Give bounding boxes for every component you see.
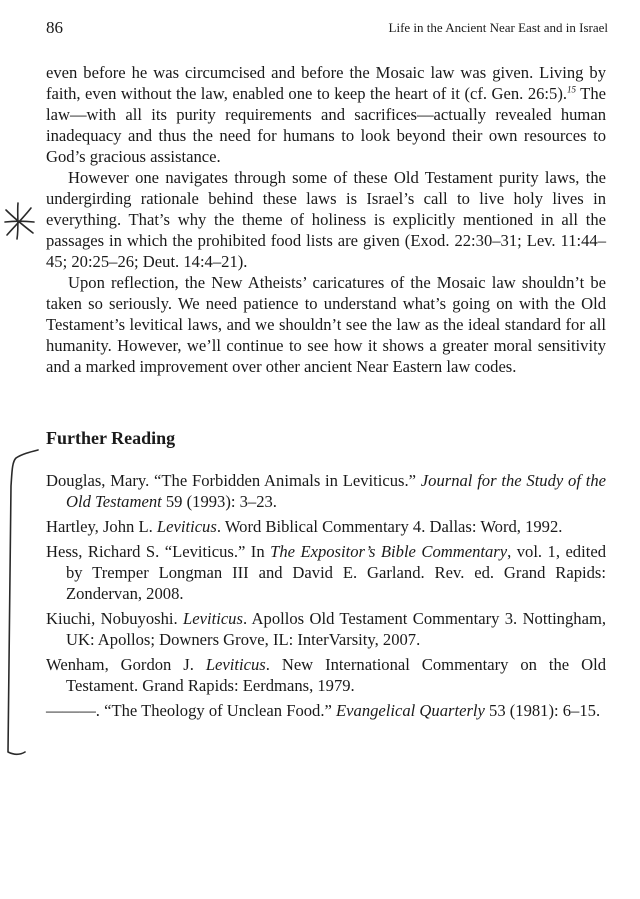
paragraph-1: even before he was circumcised and before the Mosaic law was given. Living by faith, even without the law, enabled one to keep the heart of it (cf. Gen. 26:5).$^{15}$ The law—with all its purity requirements and sacrifices—actually revealed human inadequacy and thus the need for humans to look beyond their own resources to God’s gracious assistance. <box>46 63 606 166</box>
paragraph-2: However one navigates through some of these Old Testament purity laws, the undergirding rationale behind these laws is Israel’s call to live holy lives in everything. That’s why the theme of holiness is explicitly mentioned in all the passages in which the prohibited food lists are given (Exod. 22:30–31; Lev. 11:44–45; 20:25–26; Deut. 14:4–21). <box>46 168 606 271</box>
paragraph-3: Upon reflection, the New Atheists’ caricatures of the Mosaic law shouldn’t be taken so seriously. We need patience to understand what’s going on with the Old Testament’s levitical laws, and we shouldn’t see the law as the ideal standard for all humanity. However, we’ll continue to see how it shows a greater moral sensitivity and a marked improvement over other ancient Near Eastern law codes. <box>46 273 606 376</box>
reference-entry: ———. “The Theology of Unclean Food.” Evangelical Quarterly 53 (1981): 6–15. <box>46 701 601 720</box>
footnote-ref[interactable]: 15 <box>567 84 576 95</box>
reference-entry: Kiuchi, Nobuyoshi. Leviticus. Apollos Old Testament Commentary 3. Nottingham, UK: Apollos; Downers Grove, IL: InterVarsity, 2007. <box>46 609 606 649</box>
running-head: Life in the Ancient Near East and in Israel <box>388 20 608 35</box>
reference-list <box>46 470 606 725</box>
reference-entry: Douglas, Mary. “The Forbidden Animals in Leviticus.” Journal for the Study of the Old Testament 59 (1993): 3–23. <box>46 471 606 511</box>
handwritten-asterisk-icon <box>2 200 36 242</box>
body-text <box>46 62 606 377</box>
page-header <box>46 18 608 40</box>
page-number: 86 <box>46 18 63 37</box>
reference-entry: Hartley, John L. Leviticus. Word Biblical Commentary 4. Dallas: Word, 1992. <box>46 517 563 536</box>
reference-entry: Hess, Richard S. “Leviticus.” In The Expositor’s Bible Commentary, vol. 1, edited by Tremper Longman III and David E. Garland. Rev. ed. Grand Rapids: Zondervan, 2008. <box>46 542 606 603</box>
handwritten-bracket-icon <box>0 446 44 766</box>
further-reading-heading: Further Reading <box>46 428 176 448</box>
reference-entry: Wenham, Gordon J. Leviticus. New International Commentary on the Old Testament. Grand Rapids: Eerdmans, 1979. <box>46 655 607 695</box>
